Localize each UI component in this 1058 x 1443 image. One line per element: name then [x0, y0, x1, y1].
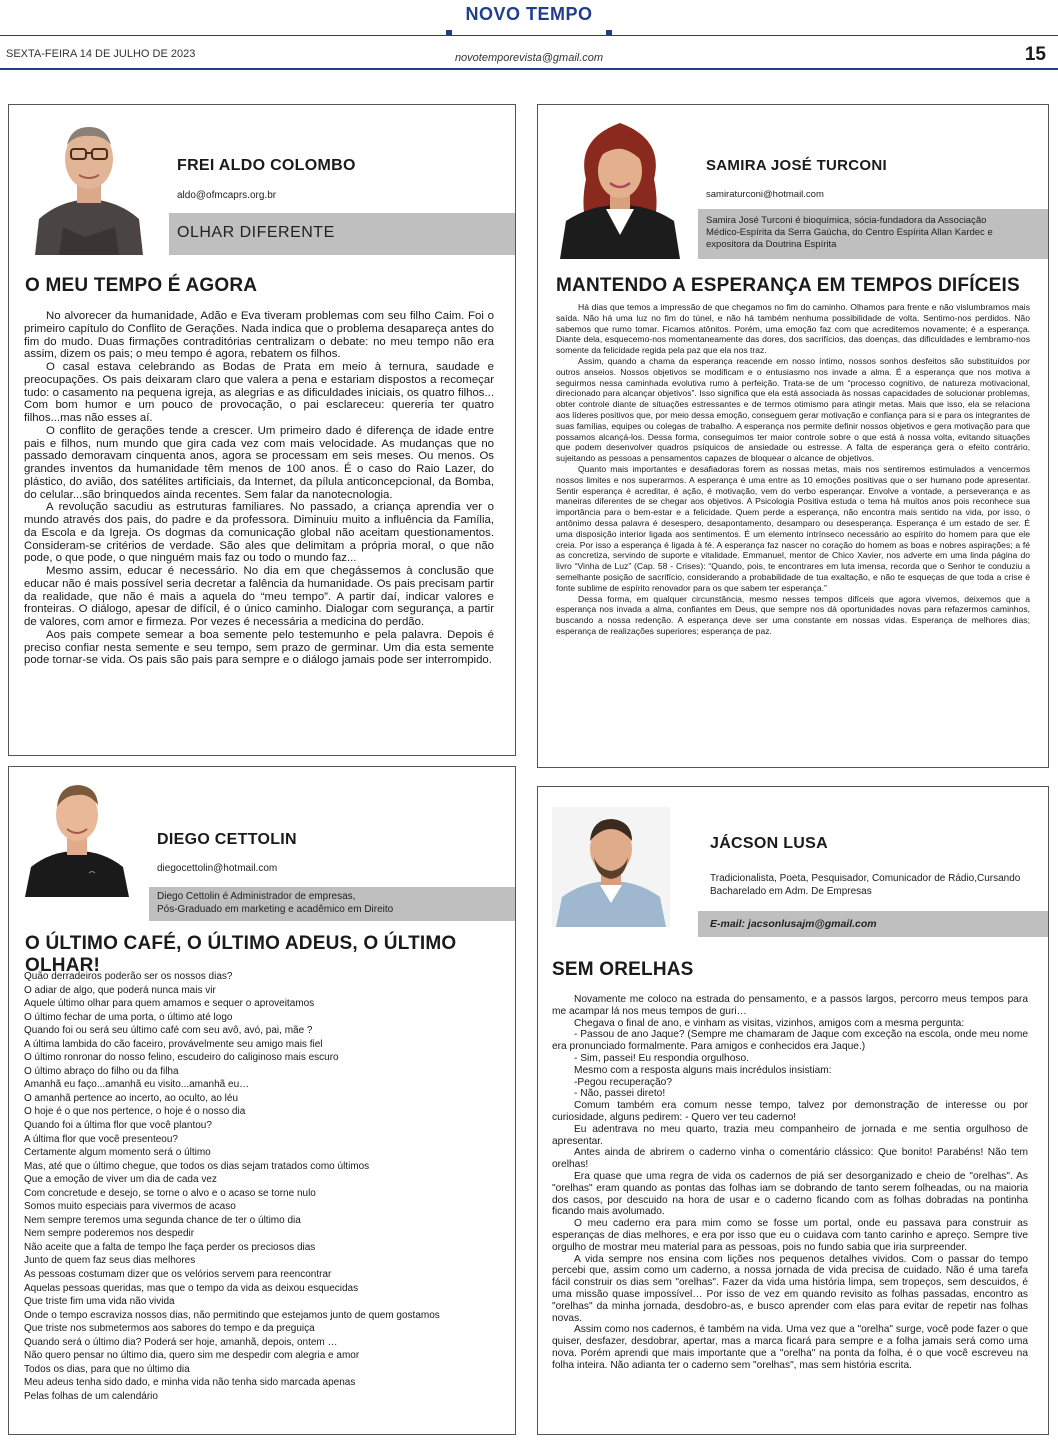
paragraph: Mesmo com a resposta alguns mais incrédulos insistiam: — [574, 1064, 832, 1076]
author-email: aldo@ofmcaprs.org.br — [177, 190, 277, 201]
paragraph: Chegava o final de ano, e vinham as visitas, vizinhos, amigos com a mesma pergunta: — [574, 1017, 965, 1029]
article-headline: O MEU TEMPO É AGORA — [25, 275, 258, 296]
masthead-email: novotemporevista@gmail.com — [454, 52, 604, 64]
poem-line: Junto de quem faz seus dias melhores — [24, 1255, 196, 1267]
paragraph: - Sim, passei! Eu respondia orgulhoso. — [574, 1052, 749, 1064]
poem-line: Nem sempre teremos uma segunda chance de ter o último dia — [24, 1214, 301, 1226]
paragraph: A vida sempre nos ensina com lições nos pequenos detalhes vividos. Com o passar do tempo percebi que, assim como um caderno, a nossa jornada de vida precisa de cuidado. Não é uma tarefa fácil construir os dias sem "orelhas". Fazer da vida uma história limpa, sem tropeços, sem descuidos, é uma missão quase impossível… Por isso de vez em quando revisito as folhas passadas, encontro as "orelhas" da minha jornada, desdobro-as, e busco aprender com elas para evitar de repetir nas folhas novas. — [552, 1253, 1028, 1324]
poem-line: Quão derradeiros poderão ser os nossos dias? — [24, 971, 233, 982]
author-name: FREI ALDO COLOMBO — [177, 157, 356, 174]
poem-line: Que triste nos submetermos aos sabores do tempo e da preguiça — [24, 1323, 315, 1335]
poem-line: O último fechar de uma porta, o último até logo — [24, 1011, 233, 1023]
paragraph: Mesmo assim, educar é necessário. No dia em que chegássemos à conclusão que educar não é mais possível seria decretar a falência da humanidade. Os pais precisam partir da realidade, que não é mais a aquela do “meu tempo”. A partir daí, indicar valores e fronteiras. O diálogo, apesar de difícil, é o único caminho. Dialogar com segurança, a partir de valores, com amor e firmeza. Por vezes é necessária a medicina do perdão. — [24, 565, 494, 628]
bio-line: Tradicionalista, Poeta, Pesquisador, Comunicador de Rádio,Cursando — [710, 873, 1021, 884]
paragraph: O meu caderno era para mim como se fosse um portal, onde eu passava para construir as esperanças de dias melhores, e era por isso que eu o cuidava com tanto carinho e apreço. Sempre tive orgulho de mostrar meu material para as pessoas, pois no fundo sabia que iria surpreender. — [552, 1218, 1028, 1253]
article-body-samira — [556, 302, 1030, 637]
article-headline: SEM ORELHAS — [552, 959, 694, 980]
poem-line: Pelas folhas de um calendário — [24, 1390, 158, 1402]
poem-line: Quando foi a última flor que você plantou? — [24, 1120, 212, 1132]
masthead-title: NOVO TEMPO — [0, 4, 1058, 25]
poem-line: A última flor que você presenteou? — [24, 1133, 178, 1145]
poem-line: Aquele último olhar para quem amamos e sequer o aproveitamos — [24, 998, 315, 1010]
paragraph: Eu adentrava no meu quarto, trazia meu companheiro de jornada e me sentia orgulhoso de apresentar. — [552, 1123, 1028, 1147]
poem-line: Onde o tempo escraviza nossos dias, não permitindo que estejamos junto de quem gostamos — [24, 1309, 440, 1321]
poem-line: Não aceite que a falta de tempo lhe faça perder os preciosos dias — [24, 1241, 316, 1253]
author-bio — [157, 891, 393, 916]
article-headline: O ÚLTIMO CAFÉ, O ÚLTIMO ADEUS, O ÚLTIMO OLHAR! — [25, 933, 457, 976]
poem-line: Meu adeus tenha sido dado, e minha vida não tenha sido marcada apenas — [24, 1377, 356, 1389]
poem-line: O último abraço do filho ou da filha — [24, 1065, 179, 1077]
poem-line: Certamente algum momento será o último — [24, 1147, 211, 1159]
poem-line: Com concretude e desejo, se torne o alvo e o acaso se torne nulo — [24, 1187, 316, 1199]
paragraph: Comum também era comum nesse tempo, talvez por demonstração de interesse ou por curiosidade, alguns pedirem: - Quero ver teu caderno! — [552, 1100, 1028, 1123]
article-headline: MANTENDO A ESPERANÇA EM TEMPOS DIFÍCEIS — [556, 275, 1020, 296]
paragraph: Novamente me coloco na estrada do pensamento, e a passos largos, percorro meus tempos para me acampar lá nos meus tempos de guri… — [552, 994, 1028, 1017]
poem-line: O último ronronar do nosso felino, escudeiro do caliginoso mais escuro — [24, 1052, 339, 1064]
author-name: JÁCSON LUSA — [710, 835, 828, 852]
author-bio — [710, 873, 1020, 898]
paragraph: Antes ainda de abrirem o caderno vinha o comentário clássico: Que bonito! Parabéns! Não tem orelhas! — [552, 1147, 1028, 1171]
paragraph: O casal estava celebrando as Bodas de Prata em meio à ternura, saudade e preocupações. Os pais deixaram claro que valera a pena e estariam dispostos a recomeçar tudo: o casamento na pequena igreja, as alegrias e as dificuldades iniciais, os quatro filhos... Com bom humor e um pouco de provocação, o pai esclareceu: quereria ter quatro filhos...mas não esses aí. — [24, 361, 494, 424]
author-photo — [29, 109, 149, 255]
paragraph: Quanto mais importantes e desafiadoras forem as nossas metas, mais nos sentiremos estimulados a vencermos nossos limites e nos superarmos. A esperança é uma entre as 10 emoções positivas que o ser humano pode apresentar. Sentir esperança é acreditar, é ação, é motivação, vem do verbo esperançar. Envolve a vontade, a perseverança e as maneiras diferentes de se chegar aos objetivos. A Psicologia Positiva estuda o tema há muitos anos pois reconhece sua importância para o bem-estar e a felicidade. Quem perde a esperança, não encontra mais sentido na vida, por isso, o antônimo dessa palavra é desespero, desapontamento, desamparo ou desesperança. Esperança é um estado de ser. É uma disposição interior ligada aos sentimentos. É um elemento intrínseco necessário ao espírito do homem para que ele creia. Por isso a esperança é ligada à fé. A esperança faz nascer no coração do homem as boas e nobres aspirações; a fé as concretiza, servindo de suporte e vitalidade. Emmanuel, mentor de Chico Xavier, nos adverte em uma linda página do livro “Vinha de Luz” (Cap. 58 - Crises): “Quando, pois, te encontrares em luta imensa, recorda que o Senhor te conduziu a semelhante posição de sacrifício, considerando a probabilidade de tua exaltação, e não te esqueças de que toda a crise é fonte sublime de espírito renovador para os que sabem ter esperança.” — [556, 463, 1030, 593]
poem-line: Mas, até que o último chegue, que todos os dias sejam tratados como últimos — [24, 1160, 370, 1172]
paragraph: Assim, quando a chama da esperança reacende em nosso íntimo, nossos sonhos desfeitos são substituídos por outros anseios. Nossos objetivos se modificam e o entusiasmo nos invade a alma. É a esperança que nos motiva a seguirmos nessa caminhada evolutiva rumo à perfeição. Trata-se de um “processo cognitivo, de natureza motivacional, direcionado para alcançar objetivos”. Isso significa que ela está associada às nossas capacidades de solucionar problemas, obter controle diante de situações estressantes e de termos otimismo para atingir metas. Mais que isso, ela se relaciona aos líderes positivos que, por meio dessa emoção, conseguem gerar motivação e confiança para si e para os integrantes de suas famílias, equipes ou colegas de trabalho. A esperança nos permite definir nossos objetivos e gera motivação para que possamos alcançá-los. Dessa forma, conseguimos ter maior controle sobre o que está à nossa volta, evitando situações que podem desenvolver quadros psíquicos de ansiedade ou estresse. A falta de esperança gera o efeito contrário, sujeitando as pessoas a pensamentos capazes de bloquear o alcance de objetivos. — [556, 355, 1030, 464]
author-photo — [21, 771, 133, 897]
poem-line: O hoje é o que nos pertence, o hoje é o nosso dia — [24, 1106, 246, 1118]
poem-line: As pessoas costumam dizer que os velórios servem para reencontrar — [24, 1269, 332, 1281]
author-name: DIEGO CETTOLIN — [157, 831, 297, 848]
paragraph: Dessa forma, em qualquer circunstância, mesmo nesses tempos difíceis que agora vivemos, deixemos que a esperança nos invada a alma, confiantes em Deus, que sempre nos dá oportunidades novas para refazermos caminhos, buscando a nossa redenção. A esperança deve ser uma constante em nossas vidas. Esperança de melhores dias; esperança de realizações superiores; esperança de paz. — [556, 593, 1030, 636]
masthead-date: SEXTA-FEIRA 14 DE JULHO DE 2023 — [6, 48, 196, 60]
poem-line: O amanhã pertence ao incerto, ao oculto, ao léu — [24, 1092, 239, 1104]
paragraph: No alvorecer da humanidade, Adão e Eva tiveram problemas com seu filho Caim. Foi o primeiro capítulo do Conflito de Gerações. Nada indica que o problema desapareça antes do fim do mudo. Duas firmações contraditórias centralizam o debate: no meu tempo não era assim, dizem os pais; o meu tempo é agora, rebatem os filhos. — [24, 310, 494, 361]
bio-line: Bacharelado em Adm. De Empresas — [710, 885, 872, 897]
poem-line: Que a emoção de viver um dia de cada vez — [24, 1174, 217, 1186]
poem-line: Amanhã eu faço...amanhã eu visito...amanhã eu… — [24, 1079, 250, 1091]
paragraph: - Não, passei direto! — [574, 1088, 666, 1100]
poem-line: Quando foi ou será seu último café com seu avô, avó, pai, mãe ? — [24, 1025, 313, 1037]
paragraph: -Pegou recuperação? — [574, 1076, 672, 1088]
poem-line: Todos os dias, para que no último dia — [24, 1363, 190, 1375]
bio-line: Pós-Graduado em marketing e acadêmico em Direito — [157, 903, 394, 915]
author-email: samiraturconi@hotmail.com — [706, 189, 824, 200]
paragraph: O conflito de gerações tende a crescer. Um primeiro dado é diferença de idade entre pais e filhos, num mundo que gira cada vez com mais velocidade. As mudanças que no passado demoravam cinquenta anos, agora se processam em seis meses. Ou menos. Os grandes inventos da humanidade têm menos de 100 anos. É o caso do Raio Lazer, do plástico, do avião, dos satélites artificiais, da Internet, da pílula anticoncepcional, da Bomba, do celular...são brinquedos ainda recentes. Sem falar da nanotecnologia. — [24, 424, 494, 501]
masthead-dot-right — [606, 30, 612, 36]
bio-line: Diego Cettolin é Administrador de empresas, — [157, 891, 356, 902]
poem-line: Nem sempre poderemos nos despedir — [24, 1228, 195, 1240]
poem-line: A última lambida do cão faceiro, provávelmente seu amigo mais fiel — [24, 1038, 323, 1050]
masthead-rule-top — [0, 35, 1058, 36]
poem-line: Quando será o último dia? Poderá ser hoje, amanhã, depois, ontem … — [24, 1336, 338, 1348]
masthead-dot-left — [446, 30, 452, 36]
author-photo — [552, 807, 670, 927]
page-number: 15 — [1024, 44, 1046, 65]
article-body-aldo — [24, 310, 494, 667]
paragraph: Há dias que temos a impressão de que chegamos no fim do caminho. Olhamos para frente e não vislumbramos mais saída. Não há uma luz no fim do túnel, e não há também nenhuma possibilidade de volta. Sentimo-nos perdidos. Não sabemos que rumo tomar. Ficamos atônitos. Porém, uma emoção faz com que acreditemos novamente; é a esperança. Diante dela, esquecemo-nos momentaneamente das dores, dos sacrifícios, das doenças, das dificuldades e lembramo-nos somente da felicidade regida pela paz que ela nos traz. — [556, 302, 1030, 356]
poem-line: O adiar de algo, que poderá nunca mais vir — [24, 984, 216, 996]
paragraph: Aos pais compete semear a boa semente pelo testemunho e pela palavra. Depois é preciso confiar nesta semente e seu tempo, sem prazo de germinar. Um dia esta semente pode tornar-se vida. Os pais são pais para sempre e o diálogo jamais pode ser interrompido. — [24, 628, 494, 667]
author-email: E-mail: jacsonlusajm@gmail.com — [710, 918, 877, 930]
paragraph: A revolução sacudiu as estruturas familiares. No passado, a criança aprendia ver o mundo através dos pais, do padre e da professora. Diminuiu muito a influência da Família, da Escola e da Igreja. Os dogmas da comunicação global não aceitam questionamentos. Consideram-se critérios de verdade. São ales que delimitam a própria moral, o que não pode, o que pode, o que ninguém mais faz ou todo o mundo faz... — [24, 501, 494, 565]
masthead-rule-bottom — [0, 68, 1058, 70]
poem-line: Somos muito especiais para vivermos de acaso — [24, 1201, 236, 1213]
article-body-diego — [24, 970, 484, 1404]
author-photo — [556, 109, 684, 259]
paragraph: Era quase que uma regra de vida os cadernos de piá ser desorganizado e cheio de "orelhas". As "orelhas" eram quando as pontas das folhas iam se dobrando de tanto serem folheadas, ou na maioria dos casos, por descuido na hora de usar e o caderno ficando com as folhas dobradas na pontinha ficando mais avolumado. — [552, 1170, 1028, 1218]
author-email: diegocettolin@hotmail.com — [157, 863, 278, 874]
paragraph: Assim como nos cadernos, é também na vida. Uma vez que a "orelha" surge, você pode fazer o que quiser, desfazer, desdobrar, apertar, mas a marca ficará para sempre e a folha jamais será como uma nova. Porém aprendi que mais importante que a "orelha" na ponta da folha, é o que você escreveu na folha inteira. Não adianta ter o caderno sem "orelhas", mas sem história escrita. — [552, 1324, 1028, 1371]
poem-line: Não quero pensar no último dia, quero sim me despedir com alegria e amor — [24, 1350, 360, 1362]
author-name: SAMIRA JOSÉ TURCONI — [706, 157, 887, 174]
poem-line: Aquelas pessoas queridas, mas que o tempo da vida as deixou esquecidas — [24, 1282, 359, 1294]
article-body-jacson — [552, 994, 1028, 1372]
paragraph: - Passou de ano Jaque? (Sempre me chamaram de Jaque com exceção na escola, onde meu nome era pronunciado formalmente. Para amigos e conhecidos era Jaque.) — [552, 1029, 1028, 1053]
poem-line: Que triste fim uma vida não vivida — [24, 1296, 175, 1308]
author-bio: Samira José Turconi é bioquímica, sócia-fundadora da Associação Médico-Espírita da Serra Gaúcha, do Centro Espírita Allan Kardec e expositora da Doutrina Espírita — [706, 215, 993, 250]
column-title: OLHAR DIFERENTE — [177, 224, 335, 241]
